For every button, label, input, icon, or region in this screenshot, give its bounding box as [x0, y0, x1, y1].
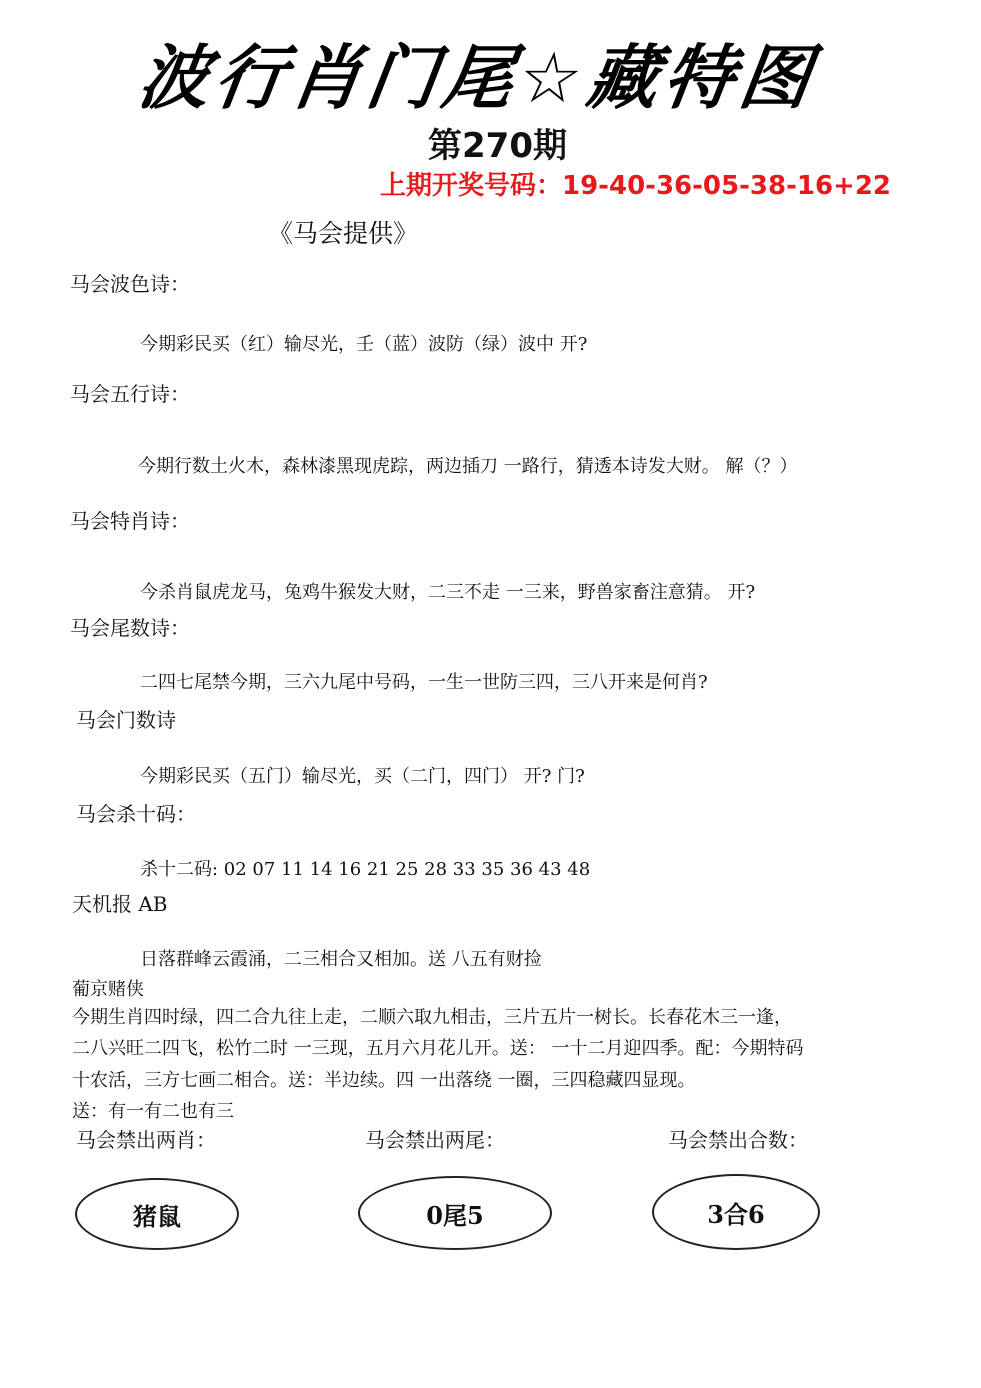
wave-color-poem: 今期彩民买（红）输尽光，壬（蓝）波防（绿）波中 开?: [140, 334, 588, 355]
tail-number-poem: 二四七尾禁今期，三六九尾中号码，一生一世防三四，三八开来是何肖?: [140, 672, 708, 693]
macau-line: 二八兴旺二四飞，松竹二时 一三现，五月六月花儿开。送： 一十二月迎四季。配：今期特码: [72, 1038, 804, 1059]
ban-tail-value: 0尾5: [426, 1200, 484, 1230]
ban-sum-value: 3合6: [707, 1199, 765, 1229]
tail-number-heading: 马会尾数诗：: [70, 616, 190, 640]
kill-ten-heading: 马会杀十码：: [76, 802, 196, 826]
ban-sum-oval: [652, 1174, 820, 1250]
ban-zodiac-value: 猪鼠: [133, 1201, 181, 1231]
last-draw-numbers: 上期开奖号码：19-40-36-05-38-16+22: [380, 171, 892, 201]
ban-tail-label: 马会禁出两尾：: [365, 1128, 505, 1152]
kill-ten-numbers: 杀十二码: 02 07 11 14 16 21 25 28 33 35 36 43 48: [140, 859, 591, 880]
ban-sum-label: 马会禁出合数：: [668, 1128, 808, 1152]
ban-zodiac-oval: [75, 1178, 239, 1250]
macau-line: 今期生肖四时绿，四二合九往上走，二顺六取九相击，三片五片一树长。长春花木三一逢，: [72, 1007, 792, 1028]
macau-heading: 葡京赌侠: [72, 979, 144, 1000]
ban-zodiac-label: 马会禁出两肖：: [76, 1128, 216, 1152]
door-number-heading: 马会门数诗: [76, 708, 176, 732]
tianji-line: 日落群峰云霞涌，二三相合又相加。送 八五有财捡: [140, 949, 542, 970]
issue-number: 第270期: [428, 126, 567, 166]
special-zodiac-poem: 今杀肖鼠虎龙马，兔鸡牛猴发大财，二三不走 一三来，野兽家畜注意猜。 开?: [140, 582, 756, 603]
page-title: 波行肖门尾☆藏特图: [133, 37, 822, 119]
five-elements-poem: 今期行数土火木，森林漆黑现虎踪，两边插刀 一路行，猜透本诗发大财。 解（？）: [138, 456, 798, 477]
provider-label: 《马会提供》: [268, 219, 419, 248]
wave-color-heading: 马会波色诗：: [70, 272, 190, 296]
macau-line: 十农活，三方七画二相合。送：半边续。四 一出落绕 一圈，三四稳藏四显现。: [72, 1070, 696, 1091]
macau-line: 送：有一有二也有三: [72, 1101, 234, 1122]
five-elements-heading: 马会五行诗：: [70, 382, 190, 406]
special-zodiac-heading: 马会特肖诗：: [70, 509, 190, 533]
ban-tail-oval: [358, 1176, 552, 1250]
door-number-poem: 今期彩民买（五门）输尽光，买（二门，四门） 开? 门?: [140, 766, 585, 787]
tianji-heading: 天机报 AB: [72, 892, 168, 916]
